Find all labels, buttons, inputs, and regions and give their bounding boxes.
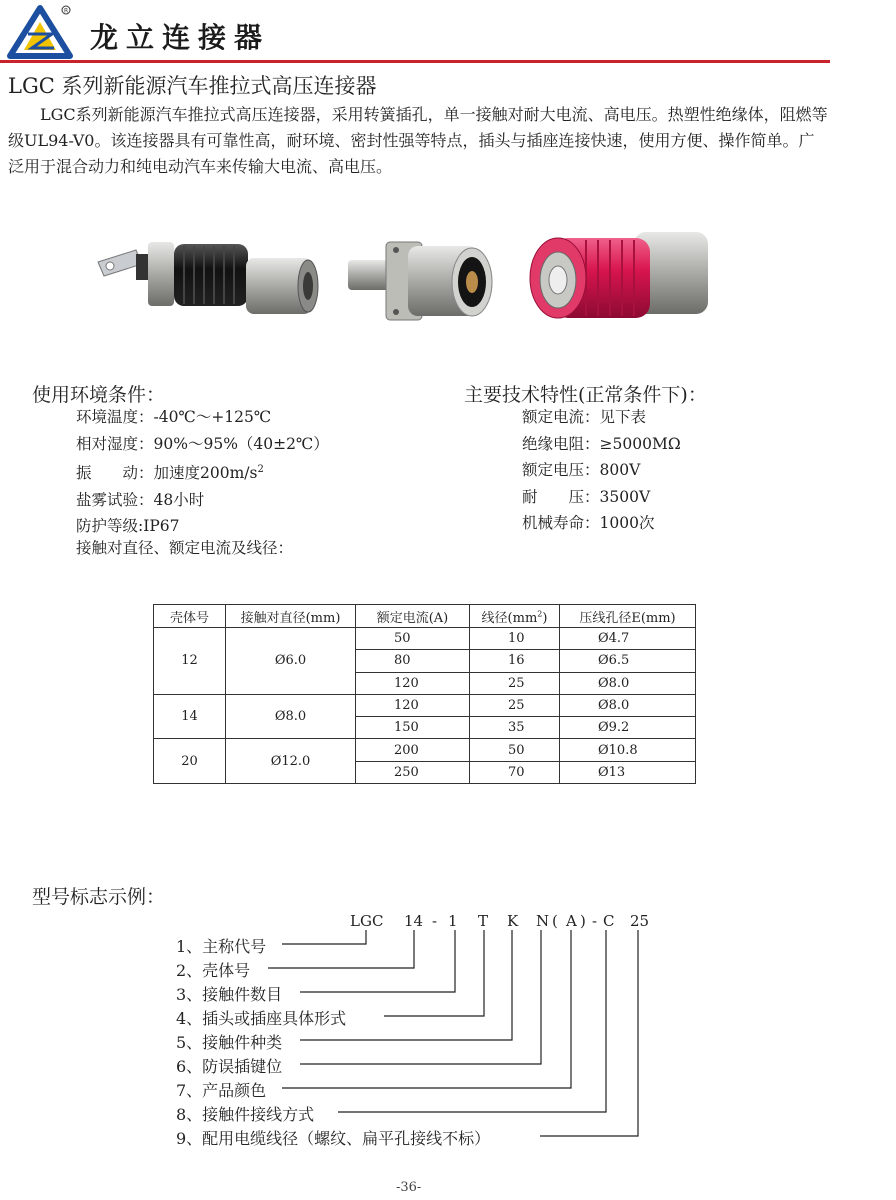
cell-current: 80 (356, 650, 470, 672)
cell-wire: 10 (470, 628, 560, 650)
leader-line-6 (300, 930, 541, 1064)
cell-shell: 14 (154, 694, 226, 739)
environment-row-salt-spray: 盐雾试验：48小时 (76, 490, 205, 509)
cell-crimp: Ø6.5 (560, 650, 696, 672)
tech-title: 主要技术特性(正常条件下)： (464, 384, 707, 406)
legend-item-1: 1、主称代号 (176, 937, 267, 956)
legend-item-2: 2、壳体号 (176, 961, 251, 980)
page-title: LGC 系列新能源汽车推拉式高压连接器 (8, 74, 377, 98)
cell-shell: 12 (154, 628, 226, 695)
code-part-contact-type: K (507, 912, 519, 930)
header-shell: 壳体号 (154, 605, 226, 628)
environment-row-vibration: 振 动：加速度$200m/s^2$ (76, 464, 264, 483)
cell-crimp: Ø9.2 (560, 717, 696, 739)
leader-line-1 (282, 930, 366, 944)
cell-crimp: Ø8.0 (560, 694, 696, 716)
cell-current: 200 (356, 739, 470, 761)
code-part-color: A (566, 912, 577, 930)
cell-crimp: Ø4.7 (560, 628, 696, 650)
table-caption: 接触对直径、额定电流及线径： (76, 539, 294, 557)
leader-line-2 (268, 930, 414, 968)
tech-row-insulation: 绝缘电阻：≥5000MΩ (522, 434, 681, 453)
legend-item-9: 9、配用电缆线径（螺纹、扁平孔接线不标） (176, 1129, 491, 1148)
model-title: 型号标志示例： (32, 886, 166, 908)
cell-current: 150 (356, 717, 470, 739)
cell-wire: 35 (470, 717, 560, 739)
cell-wire: 70 (470, 761, 560, 783)
leader-line-3 (300, 930, 455, 992)
cell-diameter: Ø8.0 (226, 694, 356, 739)
code-part-key: N (536, 912, 550, 930)
tech-row-rated-current: 额定电流：见下表 (522, 408, 647, 426)
cell-current: 50 (356, 628, 470, 650)
code-part-paren-close: ) (580, 912, 586, 930)
environment-title: 使用环境条件： (32, 384, 166, 406)
code-part-series: LGC (350, 912, 384, 930)
cell-wire: 16 (470, 650, 560, 672)
leader-line-9 (540, 930, 638, 1136)
cell-wire: 25 (470, 694, 560, 716)
page-number: -36- (396, 1180, 422, 1195)
code-part-form: T (478, 912, 489, 930)
tech-row-rated-voltage: 额定电压：800V (522, 461, 641, 479)
tech-row-mechanical-life: 机械寿命：1000次 (522, 514, 655, 532)
cell-current: 250 (356, 761, 470, 783)
legend-item-6: 6、防误插键位 (176, 1057, 283, 1076)
legend-item-5: 5、接触件种类 (176, 1033, 283, 1052)
cell-shell: 20 (154, 739, 226, 784)
svg-text:R: R (64, 7, 69, 15)
code-part-shell: 14 (404, 912, 424, 930)
header-diameter: 接触对直径(mm) (226, 605, 356, 628)
legend-item-4: 4、插头或插座具体形式 (176, 1009, 347, 1028)
legend-item-7: 7、产品颜色 (176, 1081, 267, 1100)
cell-current: 120 (356, 694, 470, 716)
cell-diameter: Ø12.0 (226, 739, 356, 784)
legend-item-3: 3、接触件数目 (176, 985, 283, 1004)
code-part-wiring: C (603, 912, 615, 930)
leader-line-4 (384, 930, 484, 1016)
cell-crimp: Ø8.0 (560, 672, 696, 694)
brand-name: 龙立连接器 (90, 21, 271, 54)
code-part-cable: 25 (630, 912, 650, 930)
cell-diameter: Ø6.0 (226, 628, 356, 695)
header-crimp: 压线孔径E(mm) (560, 605, 696, 628)
tech-row-withstand-voltage: 耐 压：3500V (522, 487, 651, 506)
environment-row-temperature: 环境温度：-40℃～+125℃ (76, 408, 272, 426)
cell-crimp: Ø13 (560, 761, 696, 783)
header-current: 额定电流(A) (356, 605, 470, 628)
cell-current: 120 (356, 672, 470, 694)
code-part-dash: - (432, 912, 438, 930)
intro-paragraph: LGC系列新能源汽车推拉式高压连接器，采用转簧插孔，单一接触对耐大电流、高电压。热塑性绝缘体，阻燃等级UL94-V0。该连接器具有可靠性高，耐环境、密封性强等特点，插头与插座连接快速，使用方便、操作简单。广泛用于混合动力和纯电动汽车来传输大电流、高电压。 (8, 105, 828, 176)
code-part-dash-2: - (592, 912, 598, 930)
environment-row-humidity: 相对湿度：90%～95%（40±2℃） (76, 434, 329, 453)
legend-item-8: 8、接触件接线方式 (176, 1105, 315, 1124)
leader-line-8 (338, 930, 606, 1112)
cell-wire: 50 (470, 739, 560, 761)
code-part-paren-open: ( (552, 912, 558, 930)
code-part-contacts: 1 (448, 912, 458, 930)
cell-crimp: Ø10.8 (560, 739, 696, 761)
environment-row-protection: 防护等级:IP67 (76, 517, 180, 536)
cell-wire: 25 (470, 672, 560, 694)
header-wire: 线径$(mm^2)$ (470, 605, 560, 628)
